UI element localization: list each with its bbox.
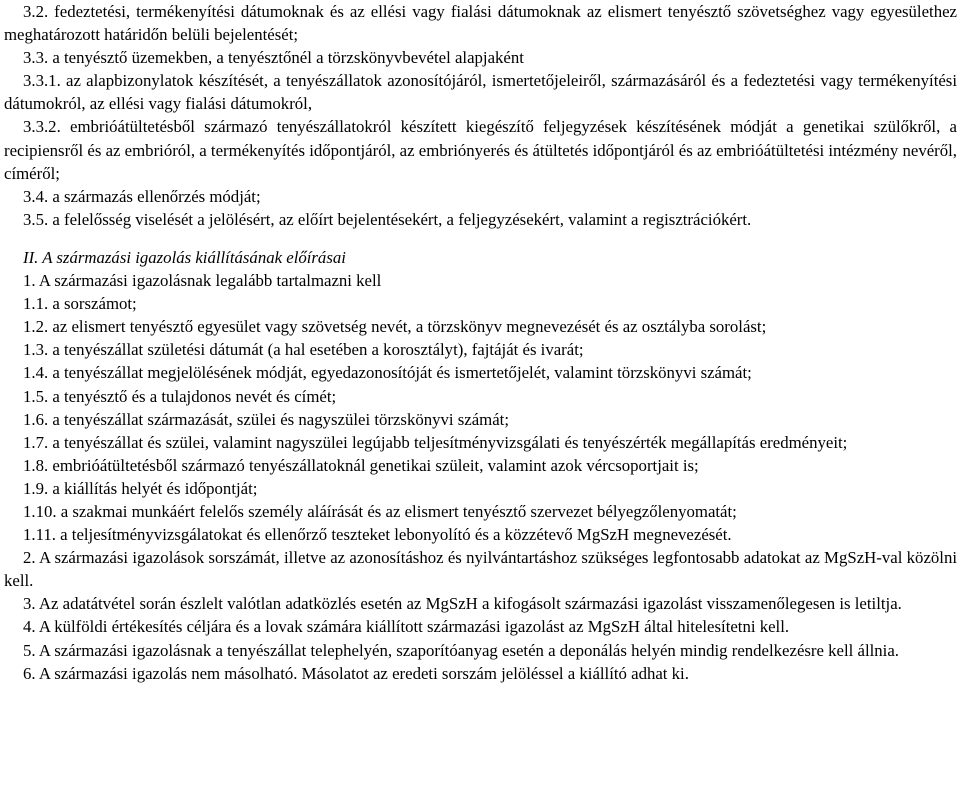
item-2: 2. A származási igazolások sorszámát, illetve az azonosításhoz és nyilvántartáshoz szükséges legfontosabb adatokat az MgSzH-val közölni kell. (4, 548, 957, 591)
item-3: 3. Az adatátvétel során észlelt valótlan adatközlés esetén az MgSzH a kifogásolt származási igazolást visszamenőlegesen is letiltja. (23, 594, 902, 614)
item-1-10: 1.10. a szakmai munkáért felelős személy aláírását és az elismert tenyésztő szervezet bélyegzőlenyomatát; (23, 501, 737, 521)
paragraph-3-4: 3.4. a származás ellenőrzés módját; (23, 186, 261, 206)
item-1-7: 1.7. a tenyészállat és szülei, valamint nagyszülei legújabb teljesítményvizsgálati és tenyészérték megállapítás eredményeit; (23, 432, 848, 452)
item-1-2: 1.2. az elismert tenyésztő egyesület vagy szövetség nevét, a törzskönyv megnevezését és az osztályba sorolást; (23, 317, 767, 337)
item-1-5: 1.5. a tenyésztő és a tulajdonos nevét és címét; (23, 386, 337, 406)
item-1-11: 1.11. a teljesítményvizsgálatokat és ellenőrző teszteket lebonyolító és a közzétevő MgSzH megnevezését. (23, 525, 732, 545)
item-1-9: 1.9. a kiállítás helyét és időpontját; (23, 478, 258, 498)
item-6: 6. A származási igazolás nem másolható. Másolatot az eredeti sorszám jelöléssel a kiállító adhat ki. (23, 663, 689, 683)
section-spacer (4, 231, 957, 246)
paragraph-3-3-1: 3.3.1. az alapbizonylatok készítését, a tenyészállatok azonosítójáról, ismertetőjeleiről, származásáról és a fedeztetési vagy termékenyítési dátumokról, az ellési vagy fialási dátumokról, (4, 71, 957, 114)
item-1-8: 1.8. embrióátültetésből származó tenyészállatoknál genetikai szüleit, valamint azok vércsoportjait is; (23, 455, 699, 475)
item-1: 1. A származási igazolásnak legalább tartalmazni kell (23, 271, 382, 291)
paragraph-3-3: 3.3. a tenyésztő üzemekben, a tenyésztőnél a törzskönyvbevétel alapjaként (23, 48, 524, 68)
paragraph-3-5: 3.5. a felelősség viselését a jelölésért, az előírt bejelentésekért, a feljegyzésekért, valamint a regisztrációkért. (23, 209, 752, 229)
item-1-3: 1.3. a tenyészállat születési dátumát (a hal esetében a korosztályt), fajtáját és ivarát; (23, 340, 584, 360)
paragraph-3-2: 3.2. fedeztetési, termékenyítési dátumoknak és az ellési vagy fialási dátumoknak az elismert tenyésztő szövetséghez vagy egyesülethez meghatározott határidőn belüli bejelentését; (4, 2, 957, 45)
item-5: 5. A származási igazolásnak a tenyészállat telephelyén, szaporítóanyag esetén a deponálás helyén mindig rendelkezésre kell állnia. (23, 640, 899, 660)
item-1-1: 1.1. a sorszámot; (23, 294, 137, 314)
document-page (4, 0, 957, 685)
section-heading: II. A származási igazolás kiállításának előírásai (23, 247, 346, 267)
paragraph-3-3-2: 3.3.2. embrióátültetésből származó tenyészállatokról készített kiegészítő feljegyzések készítésének módját a genetikai szülőkről, a recipiensről és az embrióról, a termékenyítés időpontjáról, az embriónyerés és átültetés időpontjáról és az embrióátültetési intézmény nevéről, címéről; (4, 117, 957, 183)
item-4: 4. A külföldi értékesítés céljára és a lovak számára kiállított származási igazolást az MgSzH által hitelesítetni kell. (23, 617, 790, 637)
item-1-4: 1.4. a tenyészállat megjelölésének módját, egyedazonosítóját és ismertetőjelét, valamint törzskönyvi számát; (23, 363, 752, 383)
item-1-6: 1.6. a tenyészállat származását, szülei és nagyszülei törzskönyvi számát; (23, 409, 510, 429)
